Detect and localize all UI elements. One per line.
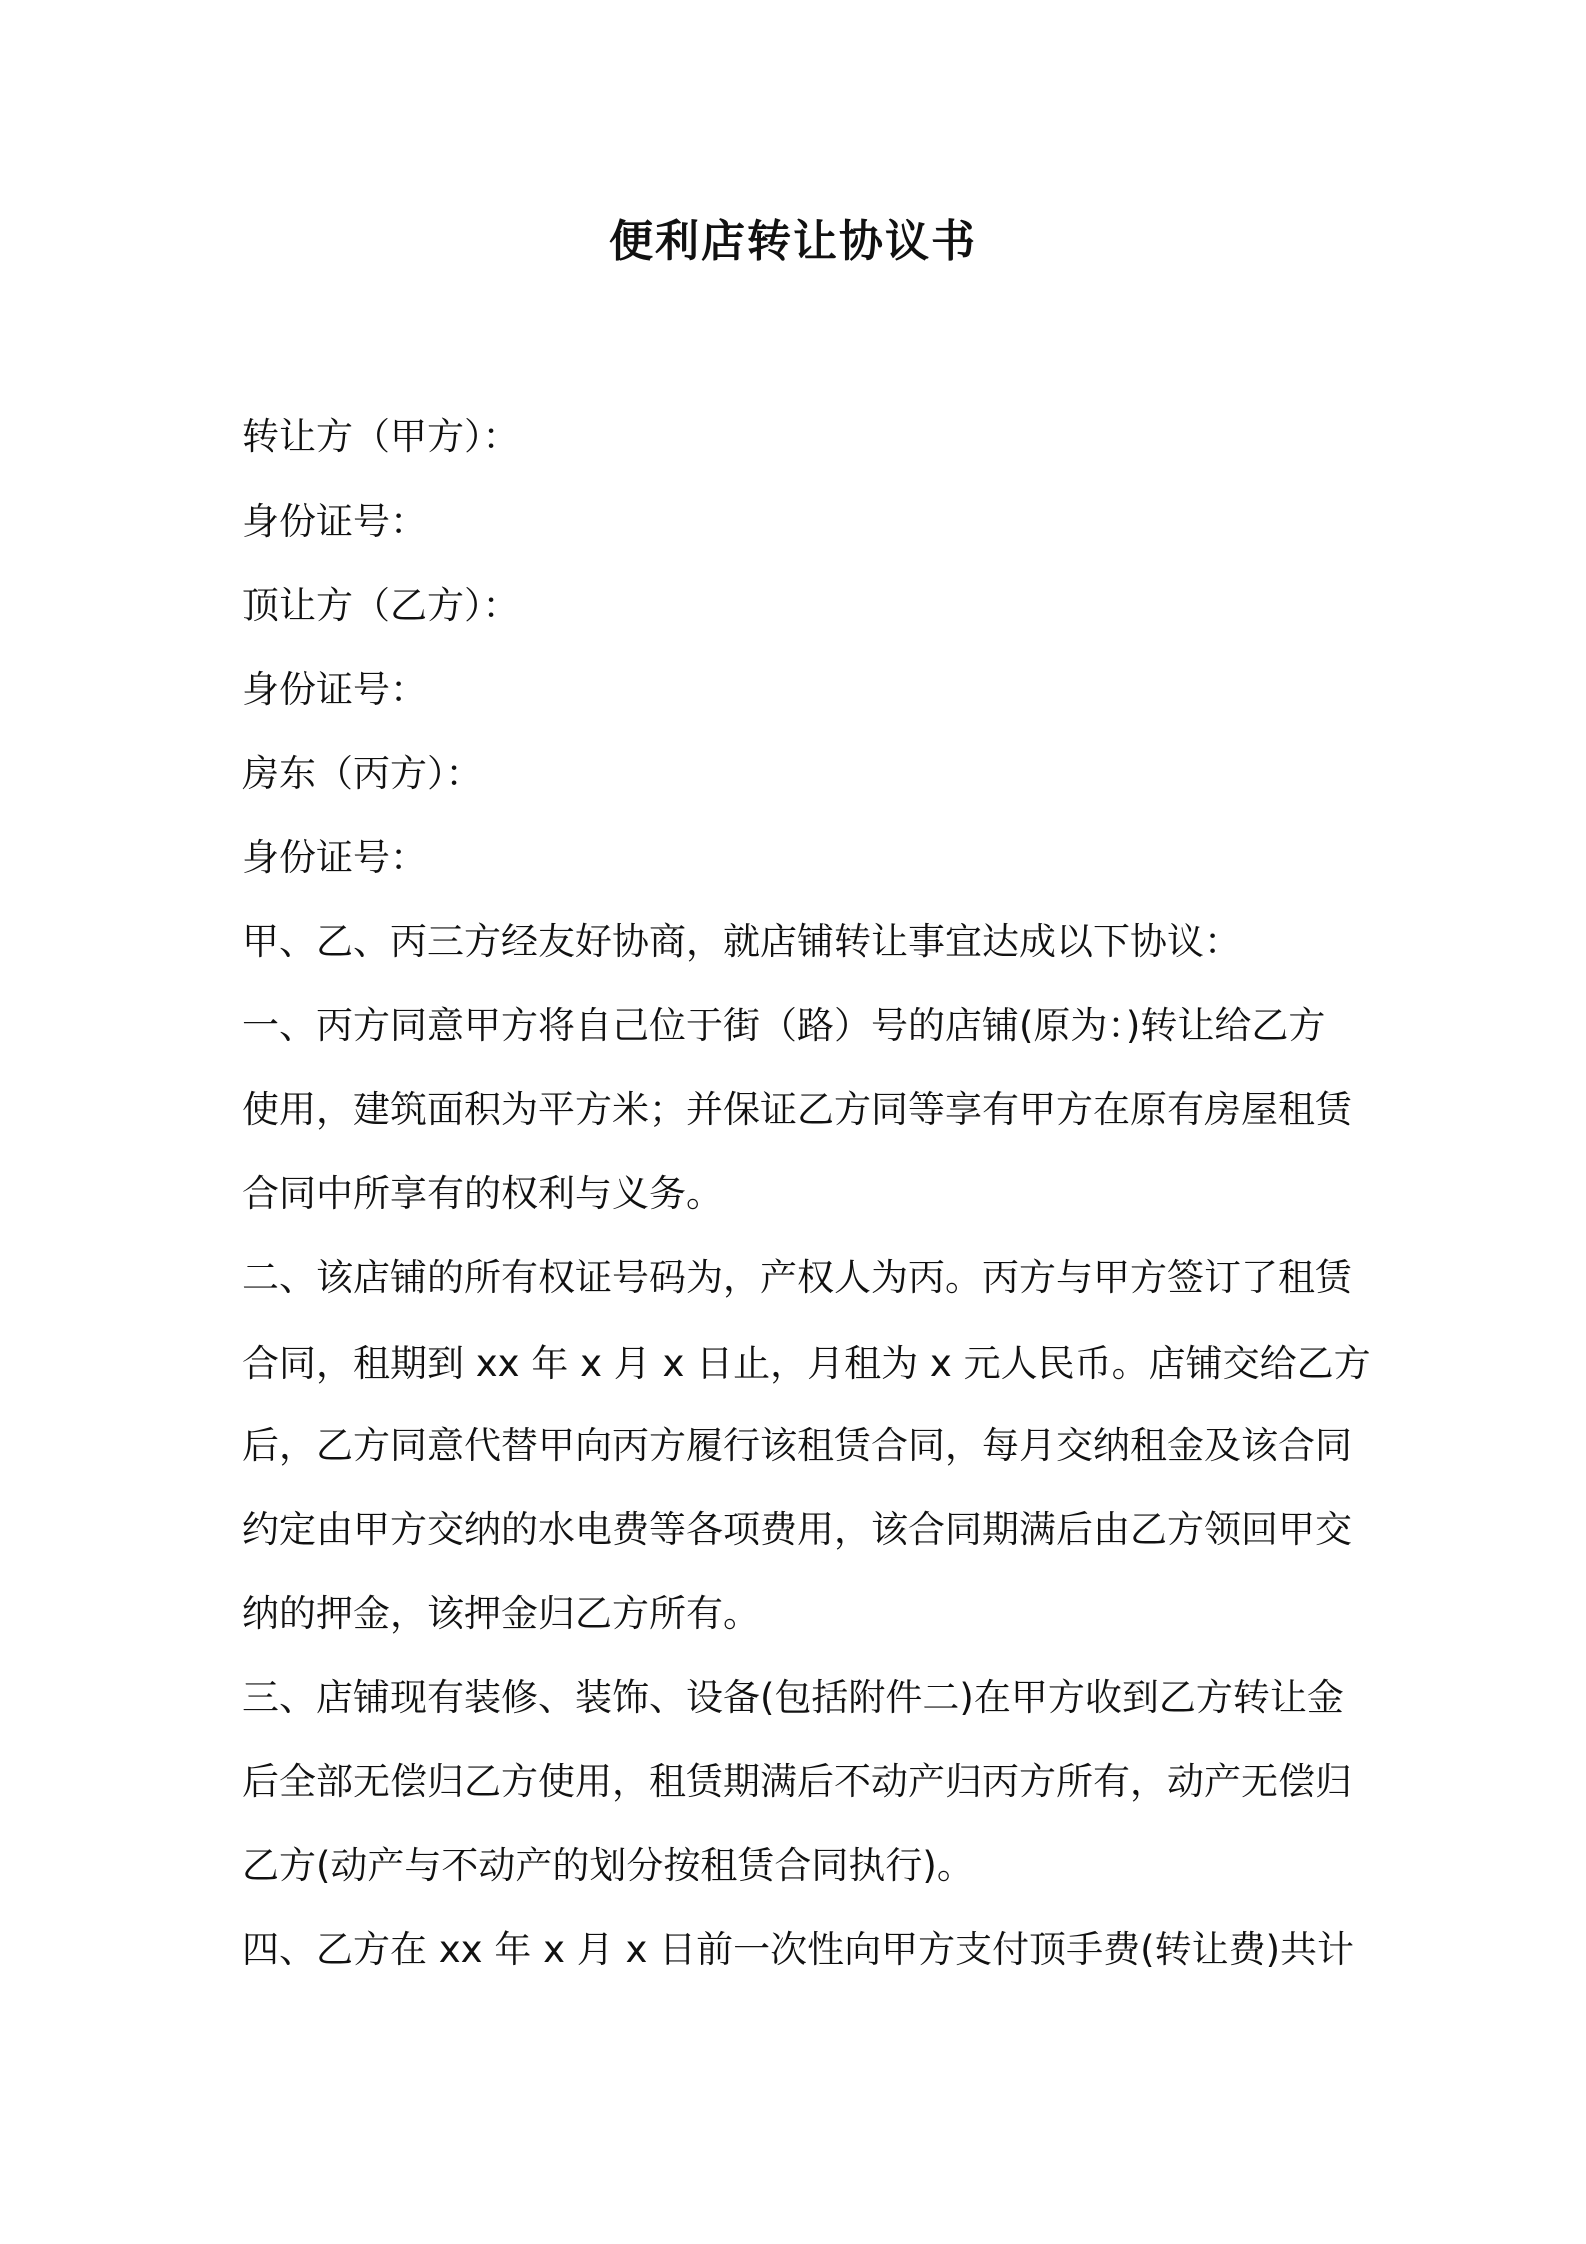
field-transferor: 转让方（甲方）： <box>242 415 520 458</box>
clause-1-line-2: 使用，建筑面积为平方米；并保证乙方同等享有甲方在原有房屋租赁 <box>242 1088 1352 1131</box>
field-id-number-landlord: 身份证号： <box>242 836 427 879</box>
clause-1-line-3: 合同中所享有的权利与义务。 <box>242 1172 723 1215</box>
clause-2-line-1: 二、该店铺的所有权证号码为，产权人为丙。丙方与甲方签订了租赁 <box>242 1256 1352 1299</box>
field-id-number-transferor: 身份证号： <box>242 500 427 543</box>
field-id-number-transferee: 身份证号： <box>242 668 427 711</box>
field-landlord: 房东（丙方）： <box>242 752 483 795</box>
clause-3-line-1: 三、店铺现有装修、装饰、设备(包括附件二)在甲方收到乙方转让金 <box>242 1676 1344 1719</box>
clause-2-line-2: 合同，租期到 xx 年 x 月 x 日止，月租为 x 元人民币。店铺交给乙方 <box>242 1342 1371 1385</box>
agreement-intro: 甲、乙、丙三方经友好协商，就店铺转让事宜达成以下协议： <box>242 920 1241 963</box>
clause-2-line-5: 纳的押金，该押金归乙方所有。 <box>242 1592 760 1635</box>
clause-2-line-3: 后，乙方同意代替甲向丙方履行该租赁合同，每月交纳租金及该合同 <box>242 1424 1352 1467</box>
clause-1-line-1: 一、丙方同意甲方将自己位于街（路）号的店铺(原为：)转让给乙方 <box>242 1004 1326 1047</box>
clause-3-line-3: 乙方(动产与不动产的划分按租赁合同执行)。 <box>242 1844 974 1887</box>
document-title: 便利店转让协议书 <box>609 216 977 267</box>
clause-3-line-2: 后全部无偿归乙方使用，租赁期满后不动产归丙方所有，动产无偿归 <box>242 1760 1352 1803</box>
field-transferee: 顶让方（乙方）： <box>242 584 520 627</box>
clause-4-line-1: 四、乙方在 xx 年 x 月 x 日前一次性向甲方支付顶手费(转让费)共计 <box>242 1928 1355 1971</box>
clause-2-line-4: 约定由甲方交纳的水电费等各项费用，该合同期满后由乙方领回甲交 <box>242 1508 1352 1551</box>
